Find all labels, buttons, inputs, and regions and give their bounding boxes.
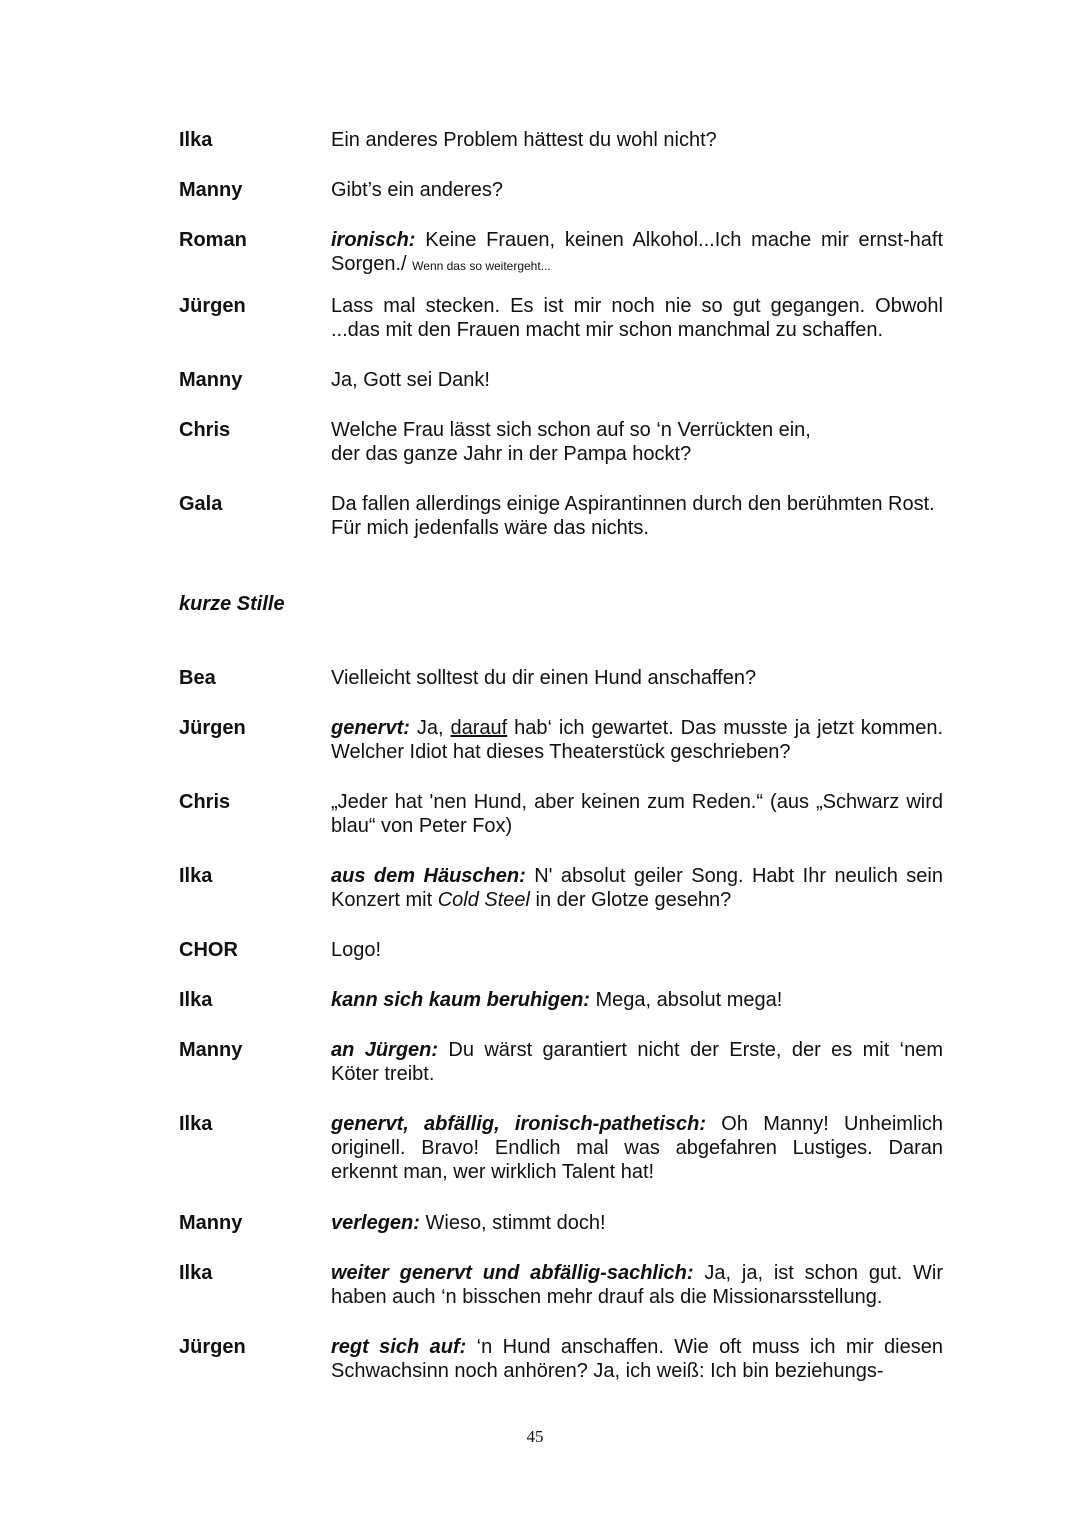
dialogue-segment: Ja, <box>409 717 451 739</box>
dialogue-line <box>179 294 944 342</box>
stage-direction-inline: kann sich kaum beruhigen: <box>331 989 590 1011</box>
dialogue-line <box>179 1261 944 1309</box>
speaker-name: Bea <box>179 667 216 689</box>
italic-title: Cold Steel <box>437 889 530 911</box>
speaker-name: Manny <box>179 369 243 391</box>
speaker-name: Ilka <box>179 865 213 887</box>
stage-direction-inline: aus dem Häuschen: <box>331 865 526 887</box>
dialogue-segment: N' absolut geiler Song. Habt Ihr neulich sein Konzert mit <box>331 865 943 911</box>
speaker-name: Manny <box>179 1039 243 1061</box>
stage-direction-inline: an Jürgen: <box>331 1039 439 1061</box>
speaker-name: Jürgen <box>179 295 246 317</box>
speaker-name: Chris <box>179 791 231 813</box>
dialogue-line <box>179 492 944 540</box>
aside-text: Wenn das so weitergeht... <box>412 259 551 273</box>
dialogue-segment: Oh Manny! Unheimlich originell. Bravo! Endlich mal was abgefahren Lustiges. Daran erkennt man, wer wirklich Talent hat! <box>331 1113 943 1183</box>
dialogue-line <box>179 128 944 152</box>
dialogue-line <box>179 988 944 1012</box>
dialogue-text <box>331 1261 943 1309</box>
speaker-name: Ilka <box>179 1262 213 1284</box>
dialogue-line <box>179 790 944 838</box>
underlined-word: darauf <box>450 717 508 739</box>
dialogue-text <box>331 864 943 912</box>
dialogue-text: Ja, Gott sei Dank! <box>331 369 490 391</box>
speaker-name: Ilka <box>179 129 213 151</box>
dialogue-segment: Wieso, stimmt doch! <box>419 1212 606 1234</box>
dialogue-line <box>179 418 944 466</box>
dialogue-segment: der das ganze Jahr in der Pampa hockt? <box>331 443 692 465</box>
dialogue-segment: Ja, ja, ist schon gut. Wir haben auch ‘n bisschen mehr drauf als die Missionarsstellung. <box>331 1262 943 1308</box>
dialogue-line <box>179 368 944 392</box>
speaker-name: Jürgen <box>179 717 246 739</box>
dialogue-text <box>331 716 943 764</box>
stage-direction-inline: genervt, abfällig, ironisch-pathetisch: <box>331 1113 707 1135</box>
page-number: 45 <box>526 1427 544 1446</box>
speaker-name: Jürgen <box>179 1336 246 1358</box>
dialogue-line <box>179 938 944 962</box>
dialogue-segment: Keine Frauen, keinen Alkohol...Ich mache mir ernst-haft Sorgen./ <box>331 229 943 275</box>
dialogue-text <box>331 1112 943 1184</box>
dialogue-line <box>179 864 944 912</box>
dialogue-segment: Mega, absolut mega! <box>589 989 783 1011</box>
dialogue-text: Da fallen allerdings einige Aspirantinnen durch den berühmten Rost. Für mich jedenfalls wäre das nichts. <box>331 493 935 539</box>
dialogue-text: Lass mal stecken. Es ist mir noch nie so gut gegangen. Obwohl ...das mit den Frauen macht mir schon manchmal zu schaffen. <box>331 295 943 341</box>
dialogue-text: „Jeder hat 'nen Hund, aber keinen zum Reden.“ (aus „Schwarz wird blau“ von Peter Fox) <box>331 791 943 837</box>
dialogue-line <box>179 716 944 764</box>
dialogue-text <box>331 228 943 278</box>
dialogue-text <box>331 1335 943 1383</box>
dialogue-line <box>179 1211 944 1235</box>
dialogue-segment: Welche Frau lässt sich schon auf so ‘n Verrückten ein, <box>331 419 811 441</box>
speaker-name: Ilka <box>179 1113 213 1135</box>
dialogue-text <box>331 418 943 466</box>
stage-direction-inline: regt sich auf: <box>331 1336 467 1358</box>
dialogue-line <box>179 1112 944 1184</box>
dialogue-segment: Du wärst garantiert nicht der Erste, der es mit ‘nem Köter treibt. <box>331 1039 943 1085</box>
dialogue-text <box>331 988 943 1012</box>
dialogue-line <box>179 1038 944 1086</box>
dialogue-segment: ‘n Hund anschaffen. Wie oft muss ich mir diesen Schwachsinn noch anhören? Ja, ich weiß: Ich bin beziehungs- <box>331 1336 943 1382</box>
stage-direction-inline: genervt: <box>331 717 410 739</box>
dialogue-line <box>179 178 944 202</box>
dialogue-text: Vielleicht solltest du dir einen Hund anschaffen? <box>331 667 757 689</box>
speaker-name: Ilka <box>179 989 213 1011</box>
speaker-name: Manny <box>179 179 243 201</box>
dialogue-line <box>179 1335 944 1383</box>
speaker-name: Chris <box>179 419 231 441</box>
dialogue-text: Ein anderes Problem hättest du wohl nicht? <box>331 129 717 151</box>
stage-direction: kurze Stille <box>179 593 285 615</box>
speaker-name: CHOR <box>179 939 238 961</box>
dialogue-text <box>331 1038 943 1086</box>
dialogue-text <box>331 1211 943 1235</box>
stage-direction-inline: verlegen: <box>331 1212 420 1234</box>
dialogue-text: Gibt’s ein anderes? <box>331 179 503 201</box>
dialogue-segment: in der Glotze gesehn? <box>529 889 732 911</box>
speaker-name: Gala <box>179 493 223 515</box>
dialogue-line <box>179 666 944 690</box>
dialogue-line <box>179 228 944 278</box>
dialogue-segment: hab‘ ich gewartet. Das musste ja jetzt kommen. Welcher Idiot hat dieses Theaterstück geschrieben? <box>331 717 944 763</box>
dialogue-text: Logo! <box>331 939 382 961</box>
stage-direction-inline: ironisch: <box>331 229 416 251</box>
speaker-name: Manny <box>179 1212 243 1234</box>
speaker-name: Roman <box>179 229 247 251</box>
stage-direction-inline: weiter genervt und abfällig-sachlich: <box>331 1262 694 1284</box>
